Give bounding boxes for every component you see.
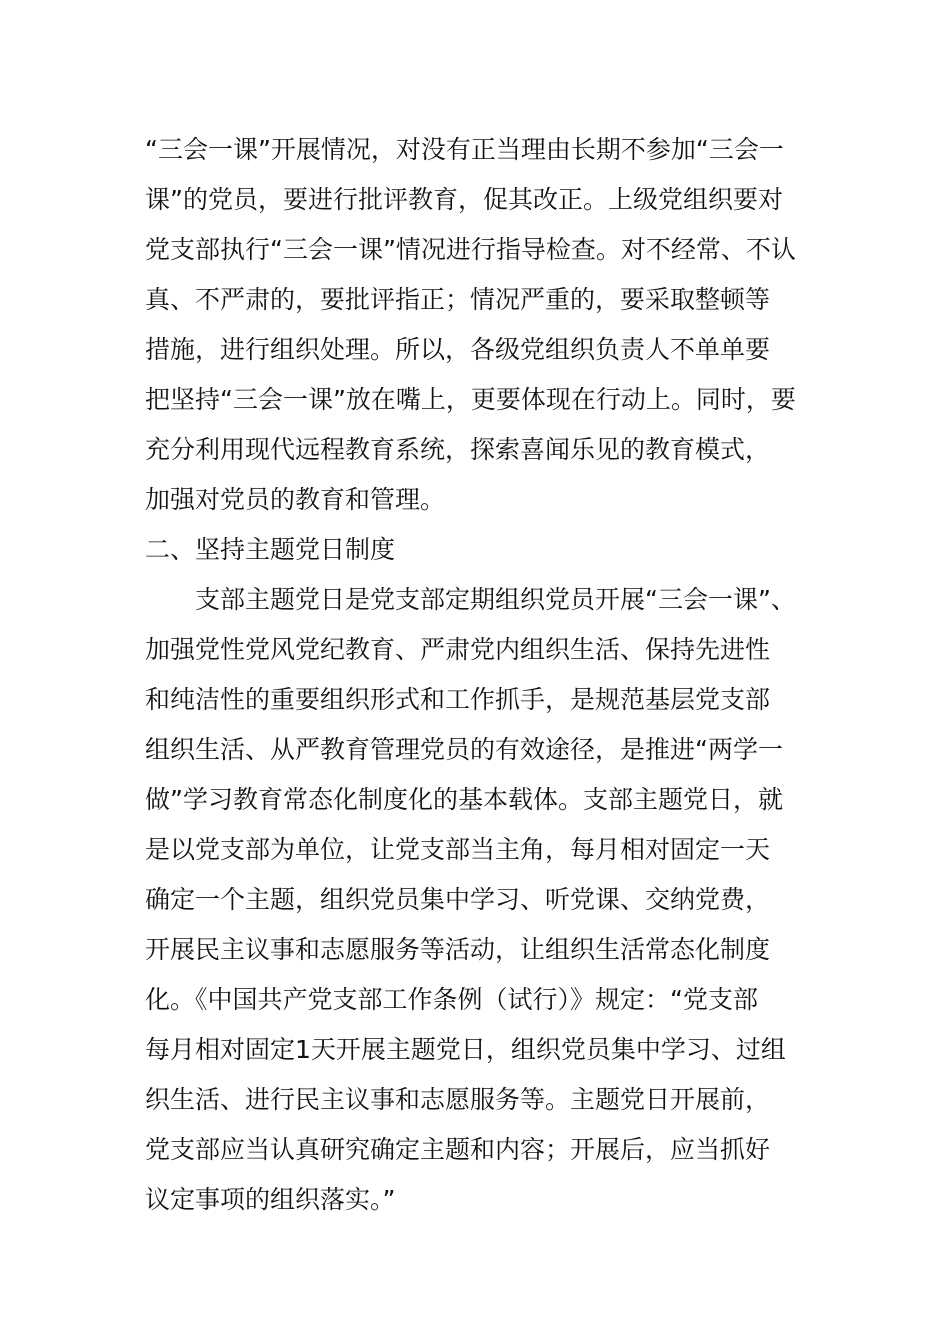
paragraph-line: 把坚持“三会一课”放在嘴上，更要体现在行动上。同时，要: [145, 385, 796, 414]
paragraph-line: 加强对党员的教育和管理。: [145, 485, 446, 514]
paragraph-line: 和纯洁性的重要组织形式和工作抓手，是规范基层党支部: [145, 685, 771, 714]
document-body: [145, 125, 817, 1225]
paragraph-line: 支部主题党日是党支部定期组织党员开展“三会一课”、: [195, 585, 796, 614]
paragraph-line: 织生活、进行民主议事和志愿服务等。主题党日开展前，: [145, 1085, 771, 1114]
paragraph-line: 真、不严肃的，要批评指正；情况严重的，要采取整顿等: [145, 285, 771, 314]
paragraph-line: 每月相对固定1天开展主题党日，组织党员集中学习、过组: [145, 1035, 786, 1064]
paragraph-line: 党支部应当认真研究确定主题和内容；开展后，应当抓好: [145, 1135, 771, 1164]
paragraph-line: 议定事项的组织落实。”: [145, 1185, 396, 1214]
paragraph-line: 开展民主议事和志愿服务等活动，让组织生活常态化制度: [145, 935, 771, 964]
paragraph-line: 是以党支部为单位，让党支部当主角，每月相对固定一天: [145, 835, 771, 864]
paragraph-line: 做”学习教育常态化制度化的基本载体。支部主题党日，就: [145, 785, 783, 814]
paragraph-line: 措施，进行组织处理。所以，各级党组织负责人不单单要: [145, 335, 771, 364]
paragraph-line: “三会一课”开展情况，对没有正当理由长期不参加“三会一: [145, 135, 784, 164]
paragraph-line: 充分利用现代远程教育系统，探索喜闻乐见的教育模式，: [145, 435, 771, 464]
paragraph-line: 课”的党员，要进行批评教育，促其改正。上级党组织要对: [145, 185, 783, 214]
paragraph-line: 组织生活、从严教育管理党员的有效途径，是推进“两学一: [145, 735, 783, 764]
paragraph-line: 党支部执行“三会一课”情况进行指导检查。对不经常、不认: [145, 235, 796, 264]
paragraph-line: 确定一个主题，组织党员集中学习、听党课、交纳党费，: [145, 885, 771, 914]
paragraph-line: 加强党性党风党纪教育、严肃党内组织生活、保持先进性: [145, 635, 771, 664]
paragraph-line: 化。《中国共产党支部工作条例（试行）》规定：“党支部: [145, 985, 758, 1014]
section-heading: 二、坚持主题党日制度: [145, 535, 396, 564]
